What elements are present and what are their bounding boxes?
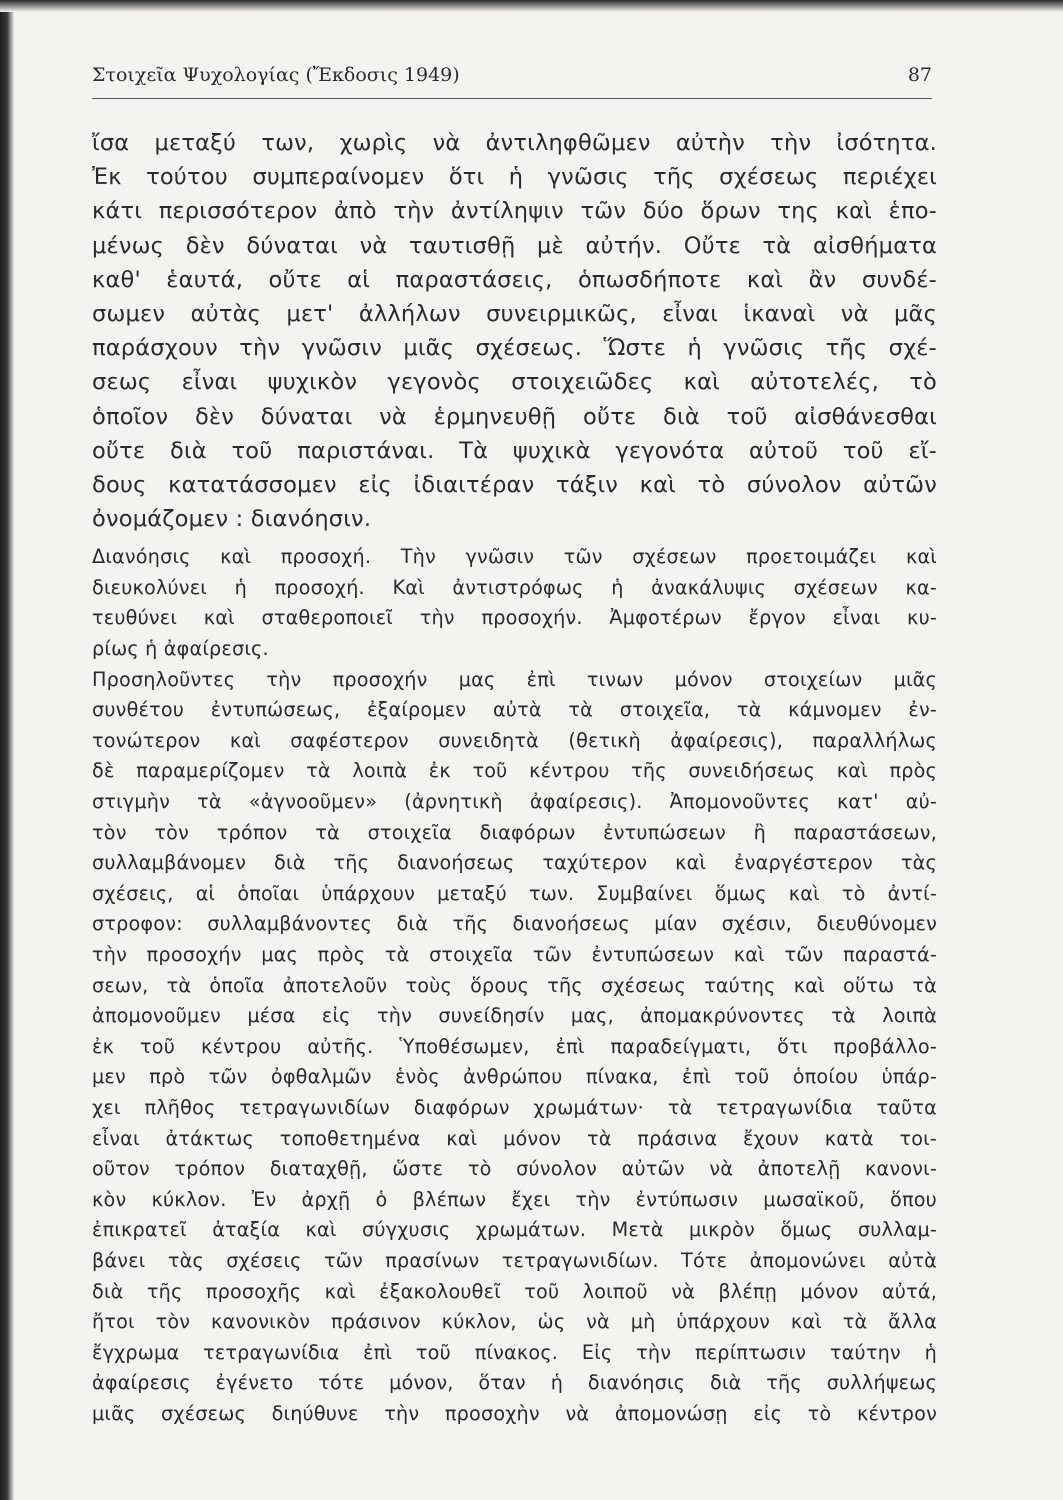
text-line: τὴν προσοχήν μας πρὸς τὰ στοιχεῖα τῶν ἐντυπώσεων καὶ τῶν παραστά- <box>92 942 937 966</box>
paragraph-intro <box>92 126 937 536</box>
page-body <box>92 126 937 1429</box>
text-line: ὀνομάζομεν : διανόησιν. <box>92 506 372 533</box>
page-header <box>92 58 932 99</box>
text-line: ἀπομονοῦμεν μέσα εἰς τὴν συνείδησίν μας, ἀπομακρύνοντες τὰ λοιπὰ <box>92 1004 937 1028</box>
text-line: τὸν τὸν τρόπον τὰ στοιχεῖα διαφόρων ἐντυπώσεων ἢ παραστάσεων, <box>92 820 937 844</box>
text-line: κάτι περισσότερον ἀπὸ τὴν ἀντίληψιν τῶν δύο ὅρων της καὶ ἑπο- <box>92 198 937 225</box>
text-line: ἐκ τοῦ κέντρου αὐτῆς. Ὑποθέσωμεν, ἐπὶ παραδείγματι, ὅτι προβάλλο- <box>92 1034 937 1058</box>
text-line: μιᾶς σχέσεως διηύθυνε τὴν προσοχὴν νὰ ἀπομονώσῃ εἰς τὸ κέντρον <box>92 1401 937 1425</box>
text-line: δους κατατάσσομεν εἰς ἰδιαιτέραν τάξιν καὶ τὸ σύνολον αὐτῶν <box>92 471 937 498</box>
text-line: ὁποῖον δὲν δύναται νὰ ἑρμηνευθῇ οὔτε διὰ τοῦ αἰσθάνεσθαι <box>92 403 937 430</box>
paragraph-abstraction <box>92 665 937 1430</box>
text-line: στροφον: συλλαμβάνοντες διὰ τῆς διανοήσεως μίαν σχέσιν, διευθύνομεν <box>92 912 937 936</box>
page-number: 87 <box>907 64 932 86</box>
text-line: ἔγχρωμα τετραγωνίδια ἐπὶ τοῦ πίνακος. Εἰς τὴν περίπτωσιν ταύτην ἡ <box>92 1340 937 1364</box>
scan-border-top <box>0 0 1063 12</box>
text-line: ἴσα μεταξύ των, χωρὶς νὰ ἀντιληφθῶμεν αὐτὴν τὴν ἰσότητα. <box>92 130 937 156</box>
text-line: στιγμὴν τὰ «ἀγνοοῦμεν» (ἀρνητικὴ ἀφαίρεσις). Ἀπομονοῦντες κατ' αὐ- <box>92 790 937 813</box>
text-line: διευκολύνει ἡ προσοχή. Καὶ ἀντιστρόφως ἡ ἀνακάλυψις σχέσεων κα- <box>92 575 937 599</box>
running-title: Στοιχεῖα Ψυχολογίας (Ἔκδοσις 1949) <box>92 64 460 86</box>
text-line: κὸν κύκλον. Ἐν ἀρχῇ ὁ βλέπων ἔχει τὴν ἐντύπωσιν μωσαϊκοῦ, ὅπου <box>92 1187 937 1211</box>
text-line: Προσηλοῦντες τὴν προσοχήν μας ἐπὶ τινων μόνον στοιχείων μιᾶς <box>92 667 937 691</box>
text-line: εἶναι ἀτάκτως τοποθετημένα καὶ μόνον τὰ πράσινα ἔχουν κατὰ τοι- <box>92 1126 937 1150</box>
text-line: καθ' ἑαυτά, οὔτε αἱ παραστάσεις, ὁπωσδήποτε καὶ ἂν συνδέ- <box>92 266 937 293</box>
text-line: ρίως ἡ ἀφαίρεσις. <box>92 637 269 661</box>
text-line: ἐπικρατεῖ ἀταξία καὶ σύγχυσις χρωμάτων. Μετὰ μικρὸν ὅμως συλλαμ- <box>92 1218 937 1242</box>
text-line: ἤτοι τὸν κανονικὸν πράσινον κύκλον, ὡς νὰ μὴ ὑπάρχουν καὶ τὰ ἄλλα <box>92 1310 937 1334</box>
text-line: σωμεν αὐτὰς μετ' ἀλλήλων συνειρμικῶς, εἶναι ἱκαναὶ νὰ μᾶς <box>92 300 937 327</box>
text-line: συνθέτου ἐντυπώσεως, ἐξαίρομεν αὐτὰ τὰ στοιχεῖα, τὰ κάμνομεν ἐν- <box>92 698 937 722</box>
text-line: συλλαμβάνομεν διὰ τῆς διανοήσεως ταχύτερον καὶ ἐναργέστερον τὰς <box>92 851 937 875</box>
text-line: μένως δὲν δύναται νὰ ταυτισθῇ μὲ αὐτήν. Οὔτε τὰ αἰσθήματα <box>92 232 937 259</box>
text-line: σεων, τὰ ὁποῖα ἀποτελοῦν τοὺς ὅρους τῆς σχέσεως ταύτης καὶ οὕτω τὰ <box>92 973 937 997</box>
text-line: χει πλῆθος τετραγωνιδίων διαφόρων χρωμάτων· τὰ τετραγωνίδια ταῦτα <box>92 1095 937 1119</box>
paragraph-attention <box>92 542 937 664</box>
text-line: παράσχουν τὴν γνῶσιν μιᾶς σχέσεως. Ὥστε ἡ γνῶσις τῆς σχέ- <box>92 335 937 362</box>
text-line: δὲ παραμερίζομεν τὰ λοιπὰ ἐκ τοῦ κέντρου τῆς συνειδήσεως καὶ πρὸς <box>92 759 937 783</box>
text-line: βάνει τὰς σχέσεις τῶν πρασίνων τετραγωνιδίων. Τότε ἀπομονώνει αὐτὰ <box>92 1248 937 1272</box>
text-line: Διανόησις καὶ προσοχή. Τὴν γνῶσιν τῶν σχέσεων προετοιμάζει καὶ <box>92 545 937 569</box>
text-line: σχέσεις, αἱ ὁποῖαι ὑπάρχουν μεταξύ των. Συμβαίνει ὅμως καὶ τὸ ἀντί- <box>92 881 937 905</box>
text-line: οὔτε διὰ τοῦ παριστάναι. Τὰ ψυχικὰ γεγονότα αὐτοῦ τοῦ εἴ- <box>92 437 937 464</box>
text-line: μεν πρὸ τῶν ὀφθαλμῶν ἑνὸς ἀνθρώπου πίνακα, ἐπὶ τοῦ ὁποίου ὑπάρ- <box>92 1065 937 1089</box>
text-line: σεως εἶναι ψυχικὸν γεγονὸς στοιχειῶδες καὶ αὐτοτελές, τὸ <box>92 369 937 396</box>
text-line: οῦτον τρόπον διαταχθῇ, ὥστε τὸ σύνολον αὐτῶν νὰ ἀποτελῇ κανονι- <box>92 1157 937 1181</box>
text-line: ἀφαίρεσις ἐγένετο τότε μόνον, ὅταν ἡ διανόησις διὰ τῆς συλλήψεως <box>92 1371 937 1395</box>
scan-border-left <box>0 0 14 1500</box>
text-line: διὰ τῆς προσοχῆς καὶ ἐξακολουθεῖ τοῦ λοιποῦ νὰ βλέπῃ μόνον αὐτά, <box>92 1279 937 1303</box>
text-line: τευθύνει καὶ σταθεροποιεῖ τὴν προσοχήν. Ἀμφοτέρων ἔργον εἶναι κυ- <box>92 606 937 630</box>
text-line: τονώτερον καὶ σαφέστερον συνειδητὰ (θετικὴ ἀφαίρεσις), παραλλήλως <box>92 728 937 752</box>
text-line: Ἐκ τούτου συμπεραίνομεν ὅτι ἡ γνῶσις τῆς σχέσεως περιέχει <box>92 164 937 191</box>
